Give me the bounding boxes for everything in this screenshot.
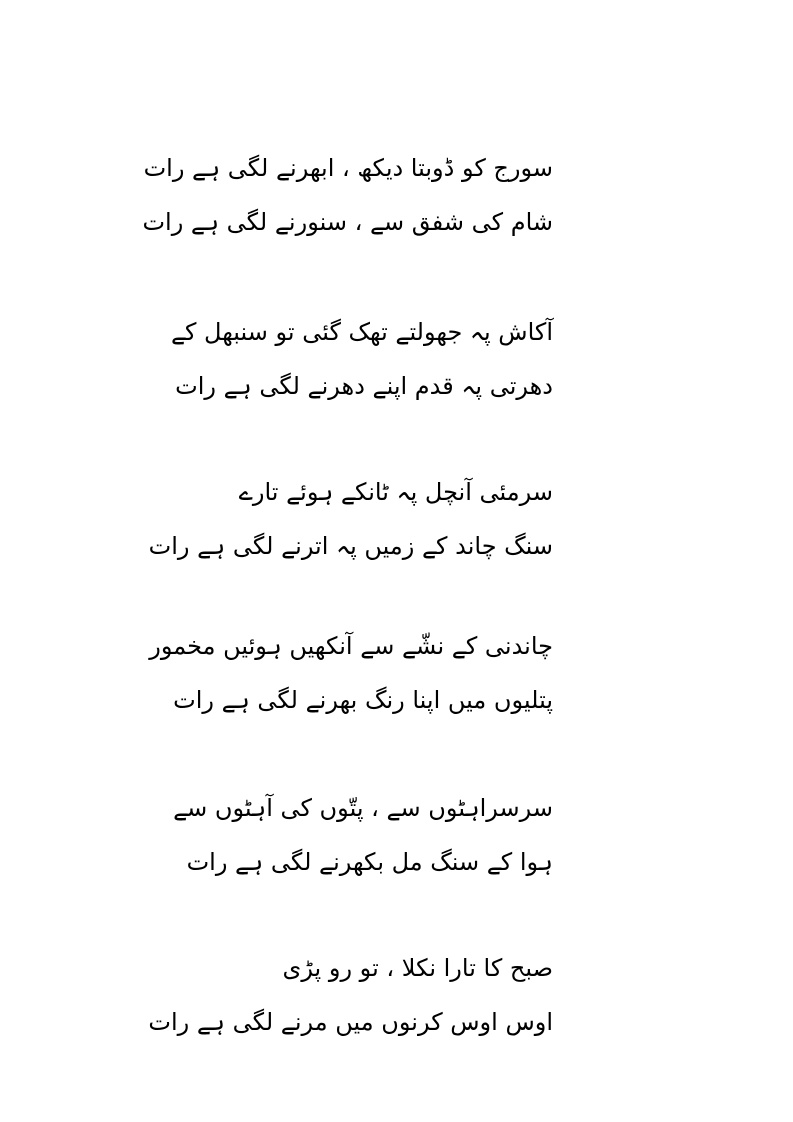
stanza-2	[170, 314, 553, 404]
stanza-5	[173, 790, 553, 880]
poem-line: صبح کا تارا نکلا ، تو رو پڑی	[282, 954, 553, 982]
stanza-6	[148, 950, 553, 1040]
poem-line: ہوا کے سنگ مل بکھرنے لگی ہے رات	[186, 848, 553, 876]
poem-line: آکاش پہ جھولتے تھک گئی تو سنبھل کے	[170, 318, 553, 346]
poem-line: سورج کو ڈوبتا دیکھ ، ابھرنے لگی ہے رات	[143, 154, 553, 182]
poem-line: دھرتی پہ قدم اپنے دھرنے لگی ہے رات	[175, 372, 553, 400]
poem-line: شام کی شفق سے ، سنورنے لگی ہے رات	[142, 208, 553, 236]
poem-line: سرمئی آنچل پہ ٹانکے ہوئے تارے	[238, 478, 553, 506]
stanza-3	[148, 474, 553, 564]
stanza-1	[142, 150, 553, 240]
poem-line: پتلیوں میں اپنا رنگ بھرنے لگی ہے رات	[173, 686, 553, 714]
poem-line: اوس اوس کرنوں میں مرنے لگی ہے رات	[148, 1008, 553, 1036]
stanza-4	[149, 628, 553, 718]
poem-line: سنگ چاند کے زمیں پہ اترنے لگی ہے رات	[148, 532, 553, 560]
poem-line: چاندنی کے نشّے سے آنکھیں ہوئیں مخمور	[149, 632, 553, 660]
poem-line: سرسراہٹوں سے ، پتّوں کی آہٹوں سے	[173, 794, 553, 822]
